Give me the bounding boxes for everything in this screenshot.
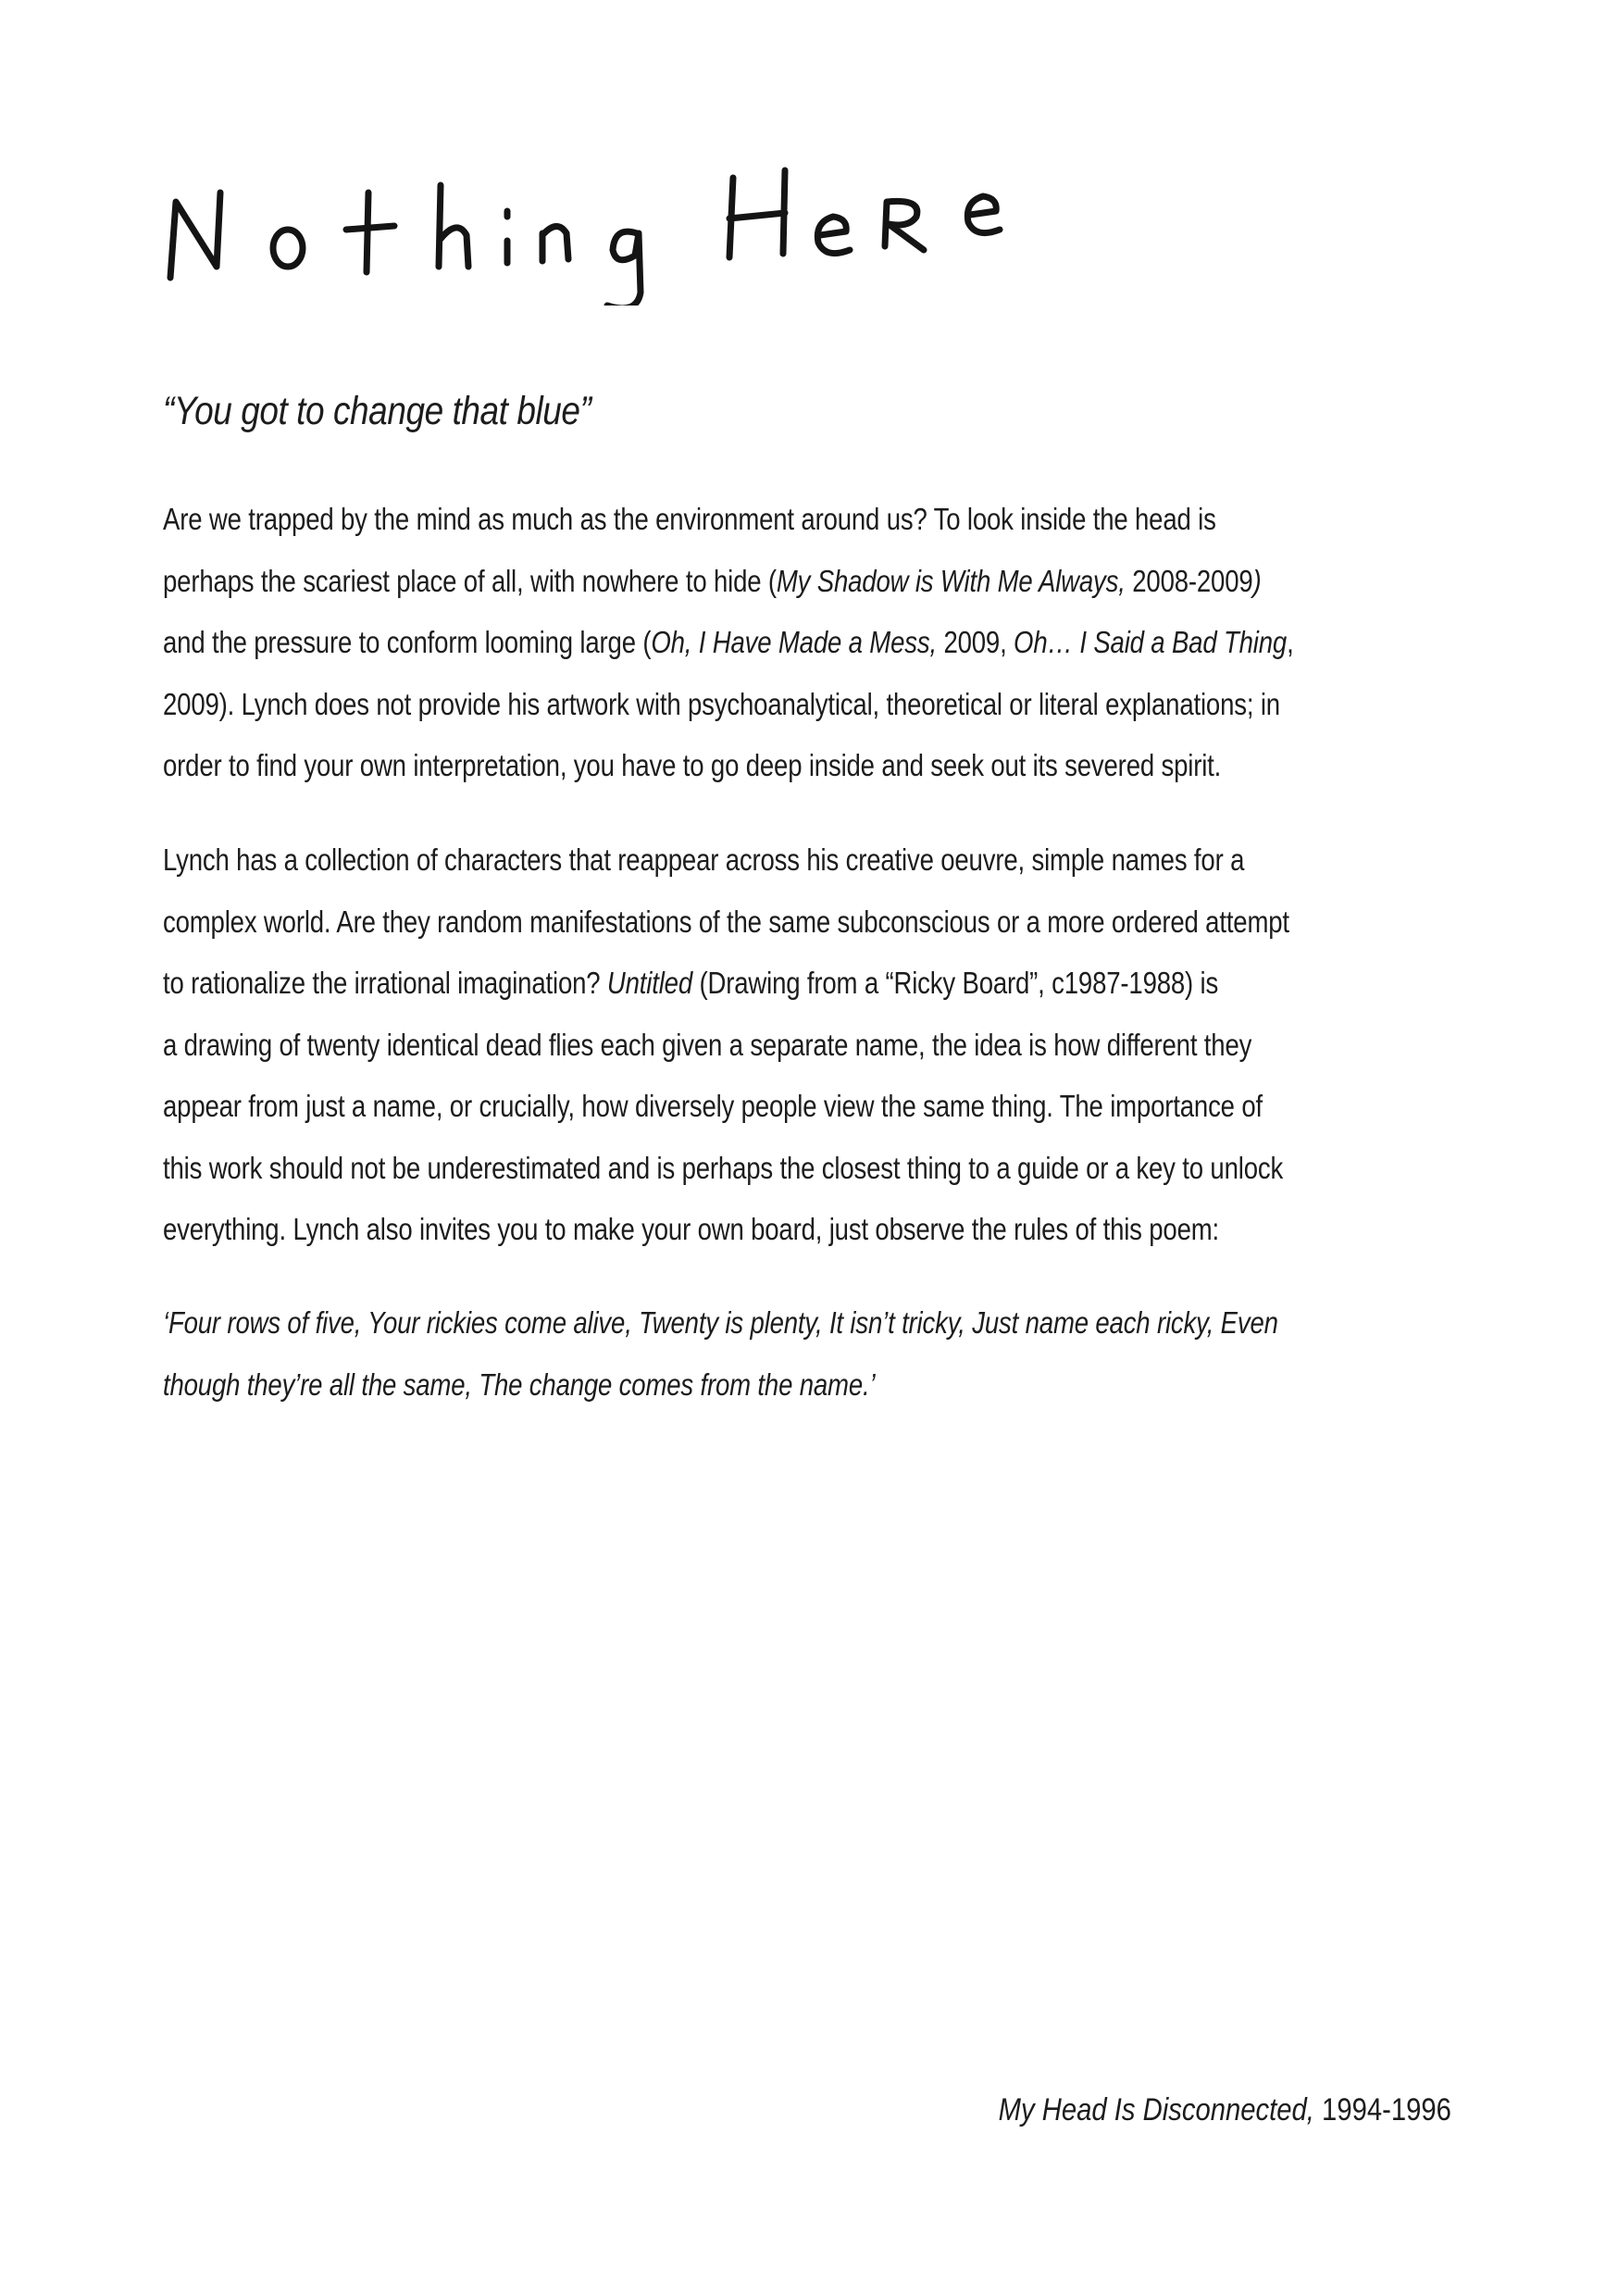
poem-quote (163, 1292, 1459, 1416)
text-line: appear from just a name, or crucially, how diversely people view the same thing. The importance of (163, 1089, 1263, 1123)
text-line: a drawing of twenty identical dead flies each given a separate name, the idea is how different they (163, 1027, 1252, 1062)
text-run: perhaps the scariest place of all, with nowhere to hide ( (163, 563, 777, 598)
subtitle-quote: “You got to change that blue” (163, 389, 591, 433)
text-line: Lynch has a collection of characters that reappear across his creative oeuvre, simple names for a (163, 842, 1245, 877)
text-line: order to find your own interpretation, you have to go deep inside and seek out its severed spirit. (163, 748, 1222, 782)
text-line: complex world. Are they random manifestations of the same subconscious or a more ordered attempt (163, 904, 1289, 939)
text-line (163, 953, 1245, 1015)
text-line (163, 612, 1294, 674)
text-run: 2009, (936, 625, 1014, 659)
text-line: everything. Lynch also invites you to make your own board, just observe the rules of this poem: (163, 1212, 1220, 1246)
artwork-title: Untitled (606, 966, 693, 1000)
text-run: 2008-2009 (1125, 563, 1253, 598)
page-title (163, 157, 1014, 306)
text-run: to rationalize the irrational imagination? (163, 966, 607, 1000)
text-line: though they’re all the same, The change comes from the name.’ (163, 1366, 876, 1402)
text-line: this work should not be underestimated and is perhaps the closest thing to a guide or a key to unlock (163, 1150, 1284, 1185)
paragraph-intro (163, 489, 1459, 797)
artwork-title: Oh… I Said a Bad Thing (1014, 625, 1288, 659)
text-line: 2009). Lynch does not provide his artwork with psychoanalytical, theoretical or literal explanations; in (163, 686, 1280, 721)
text-line: Are we trapped by the mind as much as the environment around us? To look inside the head is (163, 502, 1216, 536)
artwork-title: My Shadow is With Me Always, (776, 563, 1126, 598)
paragraph-characters (163, 830, 1459, 1261)
image-caption (999, 2092, 1451, 2128)
artwork-title: Oh, I Have Made a Mess, (651, 625, 937, 659)
text-run: ) (1252, 563, 1262, 598)
handwritten-title-drawing (163, 157, 1014, 306)
text-line (163, 551, 1262, 613)
text-run: (Drawing from a “Ricky Board”, c1987-1988) is (692, 966, 1219, 1000)
text-run: , (1287, 625, 1294, 659)
text-line: ‘Four rows of five, Your rickies come alive, Twenty is plenty, It isn’t tricky, Just name each ricky, Even (163, 1305, 1278, 1340)
text-run: and the pressure to conform looming large ( (163, 625, 652, 659)
caption-work-title: My Head Is Disconnected, (998, 2092, 1315, 2128)
caption-years: 1994-1996 (1314, 2092, 1451, 2128)
